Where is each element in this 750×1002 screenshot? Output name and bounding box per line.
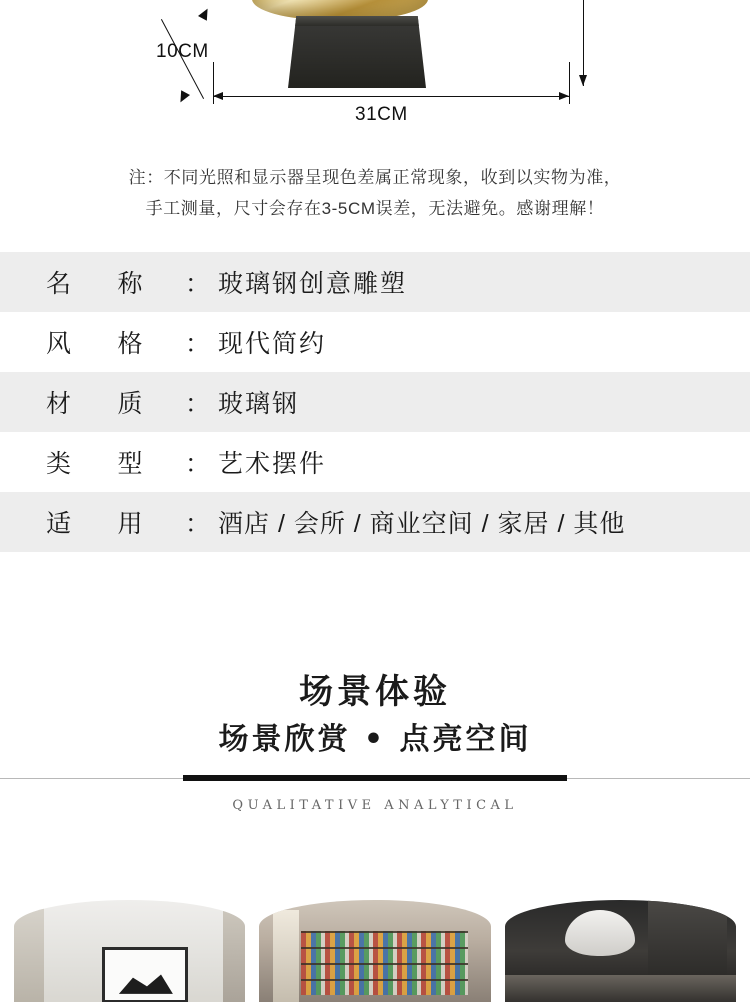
spec-key-colon: ：	[184, 270, 210, 298]
spec-key-char-1: 类	[46, 450, 72, 478]
spec-value-application: 酒店 / 会所 / 商业空间 / 家居 / 其他	[218, 510, 626, 538]
scene-photo-3[interactable]	[505, 900, 736, 1002]
table-row	[0, 372, 750, 432]
spec-key-type	[46, 444, 218, 480]
table-row	[0, 432, 750, 492]
spec-key-char-1: 材	[46, 390, 72, 418]
spec-key-char-1: 风	[46, 330, 72, 358]
scene-subtitle: 场景欣赏 • 点亮空间	[218, 722, 532, 757]
spec-key-colon: ：	[184, 330, 210, 358]
photo-1-wall-left	[14, 900, 44, 1002]
spec-key-colon: ：	[184, 450, 210, 478]
dimension-diagram	[0, 0, 750, 140]
photo-2-shelf-lines	[301, 931, 468, 995]
spec-value-material: 玻璃钢	[218, 390, 300, 418]
scene-divider	[0, 772, 750, 786]
spec-key-char-1: 名	[46, 270, 72, 298]
spec-key-application	[46, 504, 218, 540]
table-row	[0, 492, 750, 552]
photo-1-framed-artwork	[102, 947, 188, 1002]
scene-section-header	[0, 670, 750, 813]
sculpture-base-shape	[288, 16, 426, 88]
width-label: 31CM	[355, 104, 408, 125]
photo-3-floor	[505, 975, 736, 1002]
spec-value-type: 艺术摆件	[218, 450, 327, 478]
photo-2-column	[273, 910, 299, 1002]
scene-photo-strip	[0, 900, 750, 1002]
spec-key-name	[46, 264, 218, 300]
spec-key-char-2: 称	[117, 270, 143, 298]
height-dimension-arrow	[583, 0, 584, 86]
spec-key-char-2: 质	[117, 390, 143, 418]
scene-title: 场景体验	[299, 672, 451, 712]
depth-arrow-head-bottom	[176, 90, 190, 104]
width-dimension-arrow	[213, 96, 569, 97]
scene-english-caption: QUALITATIVE ANALYTICAL	[232, 798, 518, 813]
disclaimer-note-line-2: 手工测量，尺寸会存在3-5CM误差，无法避免。感谢理解！	[145, 199, 605, 218]
disclaimer-note-line-1: 注：不同光照和显示器呈现色差属正常现象，收到以实物为准，	[128, 168, 622, 187]
table-row	[0, 252, 750, 312]
spec-key-char-1: 适	[46, 510, 72, 538]
photo-3-lamp	[565, 910, 635, 956]
scene-photo-2[interactable]	[259, 900, 490, 1002]
spec-key-char-2: 格	[117, 330, 143, 358]
spec-key-char-2: 型	[117, 450, 143, 478]
width-extension-line-right	[569, 62, 570, 104]
depth-arrow-head-top	[198, 6, 212, 20]
table-row	[0, 312, 750, 372]
spec-key-colon: ：	[184, 510, 210, 538]
spec-table	[0, 252, 750, 552]
disclaimer-note	[0, 162, 750, 224]
spec-key-material	[46, 384, 218, 420]
photo-1-wall-right	[223, 900, 245, 1002]
spec-key-char-2: 用	[117, 510, 143, 538]
spec-key-colon: ：	[184, 390, 210, 418]
depth-label: 10CM	[156, 41, 209, 62]
spec-key-style	[46, 324, 218, 360]
spec-value-style: 现代简约	[218, 330, 327, 358]
spec-value-name: 玻璃钢创意雕塑	[218, 270, 408, 298]
scene-photo-1[interactable]	[14, 900, 245, 1002]
scene-divider-thick-bar	[183, 775, 567, 781]
